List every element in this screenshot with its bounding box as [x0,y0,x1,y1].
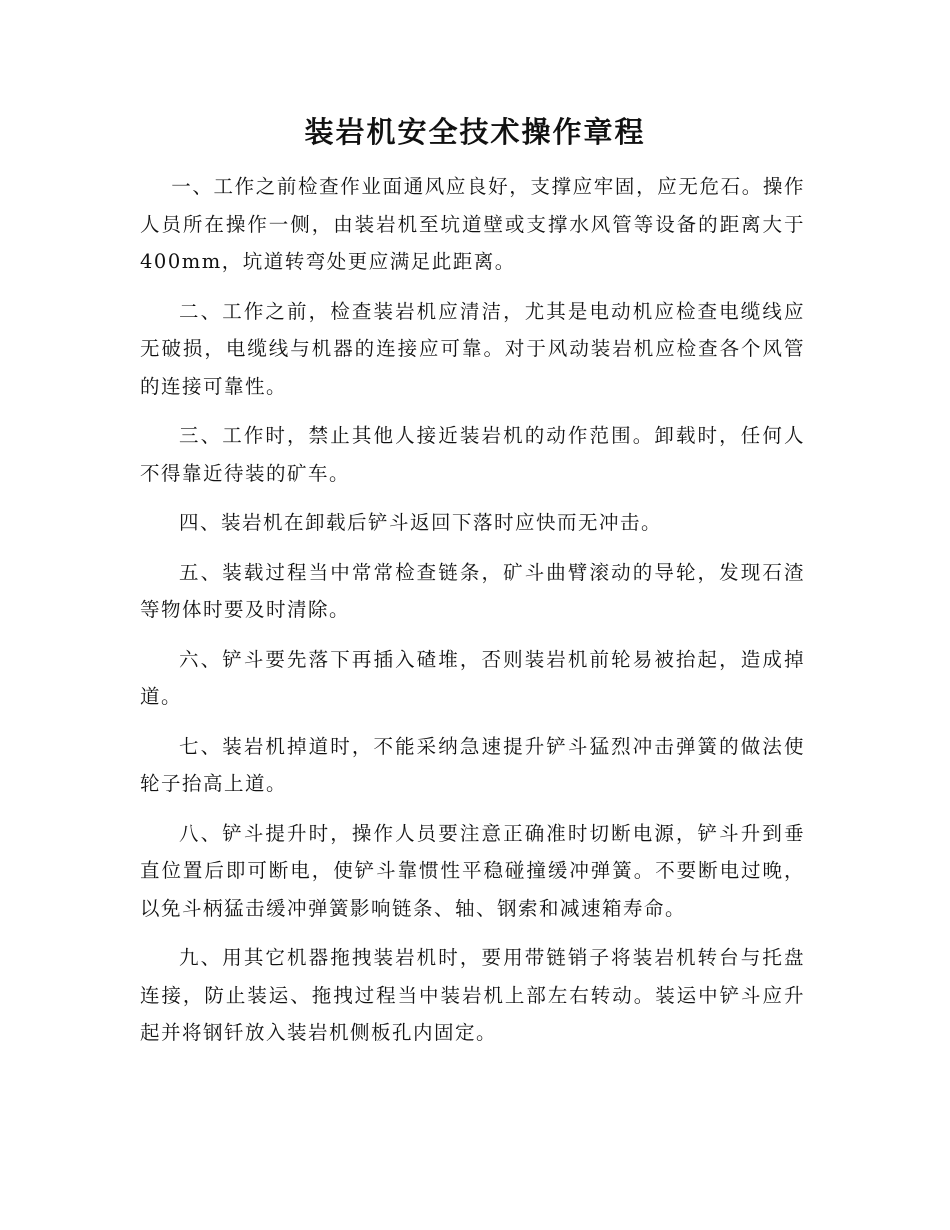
paragraph-7: 七、装岩机掉道时，不能采纳急速提升铲斗猛烈冲击弹簧的做法使轮子抬高上道。 [140,734,805,795]
paragraph-6: 六、铲斗要先落下再插入碴堆，否则装岩机前轮易被抬起，造成掉道。 [140,647,805,708]
paragraph-5: 五、装载过程当中常常检查链条，矿斗曲臂滚动的导轮，发现石渣等物体时要及时清除。 [140,560,805,621]
paragraph-2: 二、工作之前，检查装岩机应清洁，尤其是电动机应检查电缆线应无破损，电缆线与机器的连接应可靠。对于风动装岩机应检查各个风管的连接可靠性。 [140,299,805,398]
document-title: 装岩机安全技术操作章程 [304,115,646,149]
paragraph-9: 九、用其它机器拖拽装岩机时，要用带链销子将装岩机转台与托盘连接，防止装运、拖拽过程当中装岩机上部左右转动。装运中铲斗应升起并将钢钎放入装岩机侧板孔内固定。 [140,946,805,1044]
paragraph-8: 八、铲斗提升时，操作人员要注意正确准时切断电源，铲斗升到垂直位置后即可断电，使铲斗靠惯性平稳碰撞缓冲弹簧。不要断电过晚，以免斗柄猛击缓冲弹簧影响链条、轴、钢索和减速箱寿命。 [140,821,805,920]
paragraph-3: 三、工作时，禁止其他人接近装岩机的动作范围。卸载时，任何人不得靠近待装的矿车。 [140,424,805,485]
document-body [140,168,805,1064]
paragraph-1: 一、工作之前检查作业面通风应良好，支撑应牢固，应无危石。操作人员所在操作一侧，由装岩机至坑道壁或支撑水风管等设备的距离大于400mm，坑道转弯处更应满足此距离。 [140,175,805,273]
paragraph-4: 四、装岩机在卸载后铲斗返回下落时应快而无冲击。 [179,511,663,534]
